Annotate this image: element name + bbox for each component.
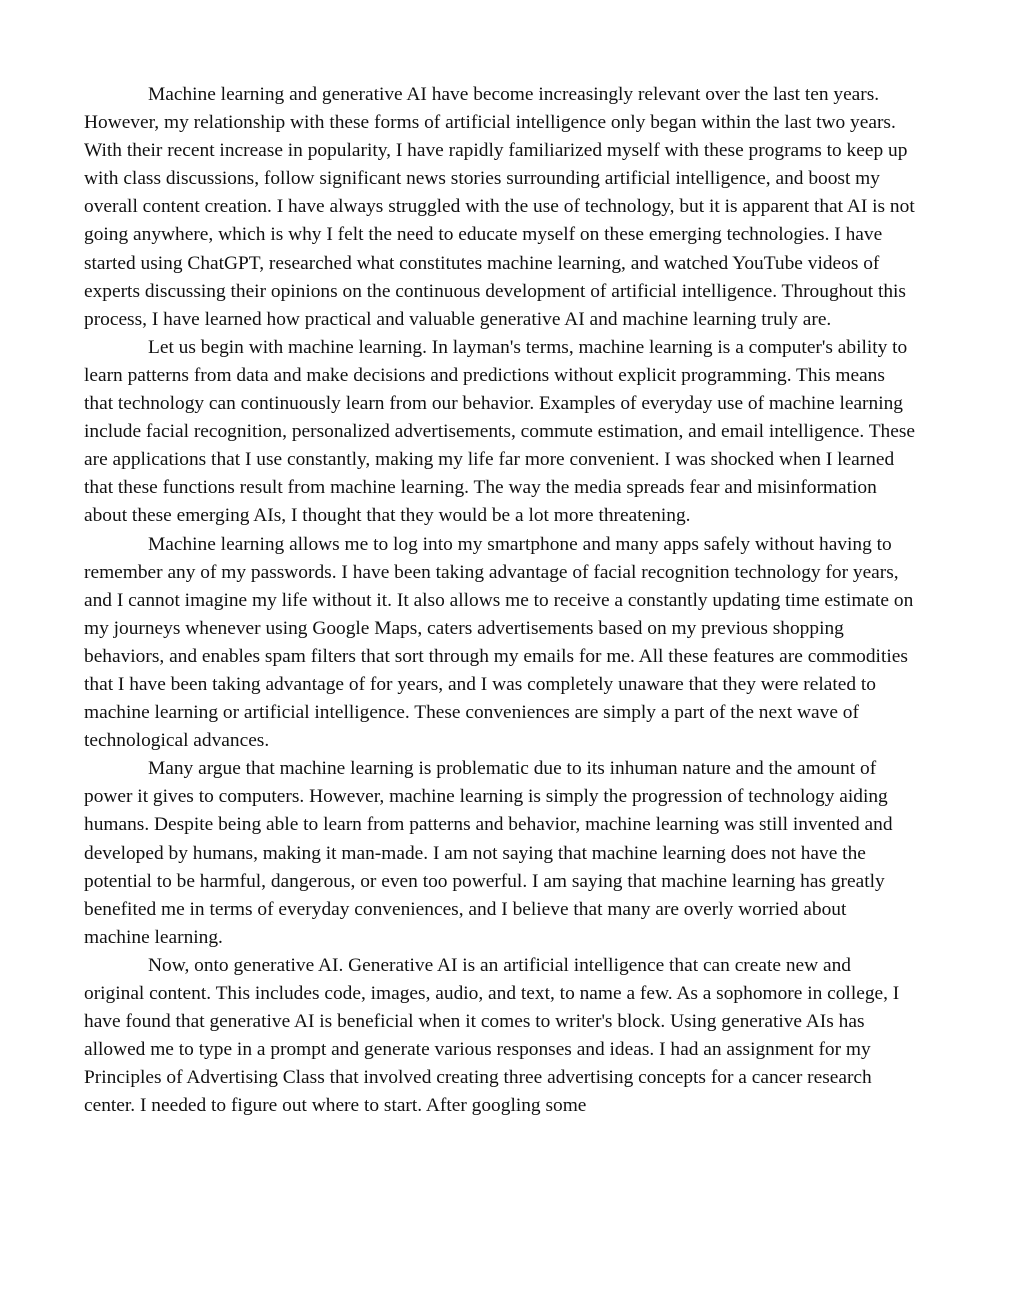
paragraph-2: Let us begin with machine learning. In layman's terms, machine learning is a computer's ability to learn patterns from data and make decisions and predictions without explicit programming. This means that technology can continuously learn from our behavior. Examples of everyday use of machine learning include facial recognition, personalized advertisements, commute estimation, and email intelligence. These are applications that I use constantly, making my life far more convenient. I was shocked when I learned that these functions result from machine learning. The way the media spreads fear and misinformation about these emerging AIs, I thought that they would be a lot more threatening.	[84, 336, 915, 527]
paragraph-5: Now, onto generative AI. Generative AI is an artificial intelligence that can create new and original content. This includes code, images, audio, and text, to name a few. As a sophomore in college, I have found that generative AI is beneficial when it comes to writer's block. Using generative AIs has allowed me to type in a prompt and generate various responses and ideas. I had an assignment for my Principles of Advertising Class that involved creating three advertising concepts for a cancer research center. I needed to figure out where to start. After googling some	[84, 954, 900, 1117]
paragraph-1: Machine learning and generative AI have become increasingly relevant over the last ten years. However, my relationship with these forms of artificial intelligence only began within the last two years. With their recent increase in popularity, I have rapidly familiarized myself with these programs to keep up with class discussions, follow significant news stories surrounding artificial intelligence, and boost my overall content creation. I have always struggled with the use of technology, but it is apparent that AI is not going anywhere, which is why I felt the need to educate myself on these emerging technologies. I have started using ChatGPT, researched what constitutes machine learning, and watched YouTube videos of experts discussing their opinions on the continuous development of artificial intelligence. Throughout this process, I have learned how practical and valuable generative AI and machine learning truly are.	[84, 84, 915, 330]
essay-body	[84, 81, 916, 1120]
paragraph-3: Machine learning allows me to log into my smartphone and many apps safely without having to remember any of my passwords. I have been taking advantage of facial recognition technology for years, and I cannot imagine my life without it. It also allows me to receive a constantly updating time estimate on my journeys whenever using Google Maps, caters advertisements based on my previous shopping behaviors, and enables spam filters that sort through my emails for me. All these features are commodities that I have been taking advantage of for years, and I was completely unaware that they were related to machine learning or artificial intelligence. These conveniences are simply a part of the next wave of technological advances.	[84, 533, 914, 752]
paragraph-4: Many argue that machine learning is problematic due to its inhuman nature and the amount of power it gives to computers. However, machine learning is simply the progression of technology aiding humans. Despite being able to learn from patterns and behavior, machine learning was still invented and developed by humans, making it man-made. I am not saying that machine learning does not have the potential to be harmful, dangerous, or even too powerful. I am saying that machine learning has greatly benefited me in terms of everyday conveniences, and I believe that many are overly worried about machine learning.	[84, 758, 893, 948]
